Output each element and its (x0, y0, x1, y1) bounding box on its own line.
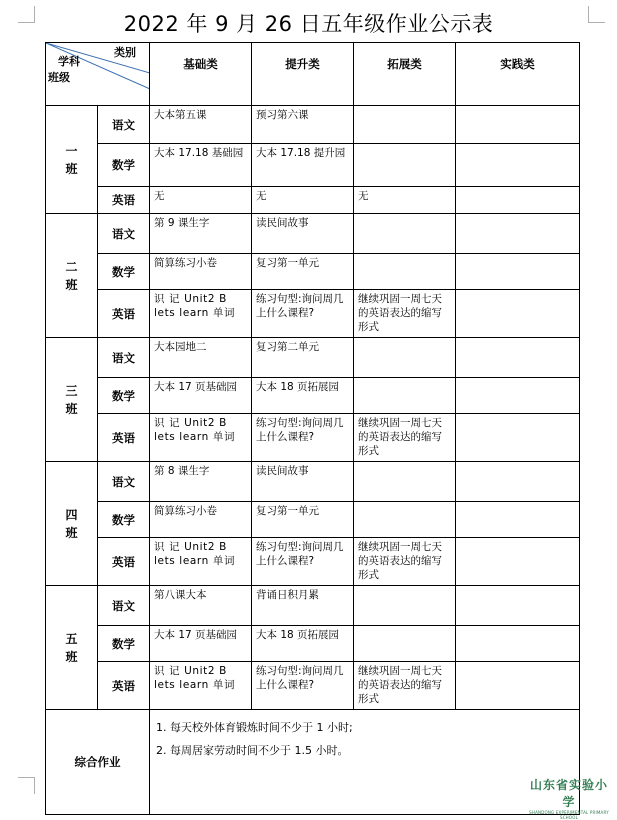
extend-homework-cell: 继续巩固一周七天的英语表达的缩写形式 (354, 538, 456, 586)
extend-homework-cell (354, 502, 456, 538)
practice-homework-cell (456, 254, 580, 290)
diagonal-header-cell (46, 43, 150, 106)
extend-homework-cell (354, 378, 456, 414)
table-row (46, 538, 580, 586)
basic-homework-cell: 大本 17.18 基础园 (150, 144, 252, 187)
subject-cell: 英语 (98, 538, 150, 586)
table-row (46, 462, 580, 502)
page-title: 2022 年 9 月 26 日五年级作业公示表 (123, 12, 494, 36)
table-row (46, 290, 580, 338)
header-practice: 实践类 (456, 43, 580, 106)
advance-homework-cell: 大本 18 页拓展园 (252, 378, 354, 414)
table-row (46, 502, 580, 538)
subject-cell: 数学 (98, 144, 150, 187)
table-row (46, 214, 580, 254)
table-row (46, 338, 580, 378)
subject-cell: 语文 (98, 214, 150, 254)
basic-homework-cell: 第八课大本 (150, 586, 252, 626)
practice-homework-cell (456, 626, 580, 662)
practice-homework-cell (456, 214, 580, 254)
practice-homework-cell (456, 106, 580, 144)
class-name-cell: 一 班 (46, 106, 98, 214)
subject-cell: 英语 (98, 414, 150, 462)
subject-cell: 数学 (98, 626, 150, 662)
table-row (46, 586, 580, 626)
class-name-cell: 三 班 (46, 338, 98, 462)
practice-homework-cell (456, 338, 580, 378)
header-class-label: 班级 (48, 71, 70, 84)
practice-homework-cell (456, 144, 580, 187)
school-logo (526, 776, 612, 820)
advance-homework-cell: 练习句型:询问周几上什么课程? (252, 290, 354, 338)
practice-homework-cell (456, 538, 580, 586)
practice-homework-cell (456, 414, 580, 462)
basic-homework-cell: 无 (150, 187, 252, 214)
advance-homework-cell: 读民间故事 (252, 214, 354, 254)
advance-homework-cell: 大本 17.18 提升园 (252, 144, 354, 187)
table-row (46, 106, 580, 144)
header-advance: 提升类 (252, 43, 354, 106)
practice-homework-cell (456, 586, 580, 626)
table-row (46, 254, 580, 290)
comprehensive-item: 1. 每天校外体育锻炼时间不少于 1 小时; (156, 721, 353, 734)
subject-cell: 数学 (98, 254, 150, 290)
subject-cell: 英语 (98, 187, 150, 214)
class-name-cell: 二 班 (46, 214, 98, 338)
class-name-cell: 四 班 (46, 462, 98, 586)
school-logo-english: SHANDONG EXPERIMENTAL PRIMARY SCHOOL (529, 810, 609, 820)
basic-homework-cell: 识 记 Unit2 B lets learn 单词 (150, 290, 252, 338)
basic-homework-cell: 识 记 Unit2 B lets learn 单词 (150, 414, 252, 462)
extend-homework-cell (354, 626, 456, 662)
practice-homework-cell (456, 290, 580, 338)
extend-homework-cell (354, 586, 456, 626)
comprehensive-label: 综合作业 (46, 710, 150, 815)
advance-homework-cell: 背诵日积月累 (252, 586, 354, 626)
extend-homework-cell (354, 144, 456, 187)
practice-homework-cell (456, 187, 580, 214)
class-name-cell: 五 班 (46, 586, 98, 710)
subject-cell: 数学 (98, 502, 150, 538)
extend-homework-cell (354, 338, 456, 378)
basic-homework-cell: 大本第五课 (150, 106, 252, 144)
subject-cell: 数学 (98, 378, 150, 414)
basic-homework-cell: 识 记 Unit2 B lets learn 单词 (150, 662, 252, 710)
table-row (46, 662, 580, 710)
basic-homework-cell: 简算练习小卷 (150, 502, 252, 538)
extend-homework-cell: 继续巩固一周七天的英语表达的缩写形式 (354, 414, 456, 462)
advance-homework-cell: 练习句型:询问周几上什么课程? (252, 414, 354, 462)
basic-homework-cell: 第 8 课生字 (150, 462, 252, 502)
extend-homework-cell: 继续巩固一周七天的英语表达的缩写形式 (354, 662, 456, 710)
advance-homework-cell: 大本 18 页拓展园 (252, 626, 354, 662)
practice-homework-cell (456, 462, 580, 502)
basic-homework-cell: 大本园地二 (150, 338, 252, 378)
advance-homework-cell: 无 (252, 187, 354, 214)
advance-homework-cell: 复习第二单元 (252, 338, 354, 378)
table-row (46, 187, 580, 214)
table-row (46, 378, 580, 414)
homework-table (45, 42, 580, 815)
header-subject-label: 学科 (58, 55, 80, 68)
subject-cell: 英语 (98, 662, 150, 710)
practice-homework-cell (456, 502, 580, 538)
basic-homework-cell: 大本 17 页基础园 (150, 378, 252, 414)
extend-homework-cell: 无 (354, 187, 456, 214)
advance-homework-cell: 复习第一单元 (252, 502, 354, 538)
extend-homework-cell: 继续巩固一周七天的英语表达的缩写形式 (354, 290, 456, 338)
advance-homework-cell: 预习第六课 (252, 106, 354, 144)
advance-homework-cell: 练习句型:询问周几上什么课程? (252, 662, 354, 710)
comprehensive-item: 2. 每周居家劳动时间不少于 1.5 小时。 (156, 744, 349, 757)
basic-homework-cell: 第 9 课生字 (150, 214, 252, 254)
table-row (46, 144, 580, 187)
subject-cell: 语文 (98, 106, 150, 144)
header-category-label: 类别 (114, 46, 136, 59)
school-logo-name: 山东省实验小学 (529, 778, 608, 809)
basic-homework-cell: 简算练习小卷 (150, 254, 252, 290)
advance-homework-cell: 练习句型:询问周几上什么课程? (252, 538, 354, 586)
subject-cell: 语文 (98, 338, 150, 378)
advance-homework-cell: 读民间故事 (252, 462, 354, 502)
header-row (46, 43, 580, 106)
basic-homework-cell: 大本 17 页基础园 (150, 626, 252, 662)
comprehensive-row (46, 710, 580, 815)
extend-homework-cell (354, 106, 456, 144)
crop-mark-bottom-left (18, 777, 35, 794)
extend-homework-cell (354, 254, 456, 290)
header-extend: 拓展类 (354, 43, 456, 106)
advance-homework-cell: 复习第一单元 (252, 254, 354, 290)
practice-homework-cell (456, 378, 580, 414)
extend-homework-cell (354, 462, 456, 502)
subject-cell: 语文 (98, 586, 150, 626)
header-basic: 基础类 (150, 43, 252, 106)
practice-homework-cell (456, 662, 580, 710)
extend-homework-cell (354, 214, 456, 254)
basic-homework-cell: 识 记 Unit2 B lets learn 单词 (150, 538, 252, 586)
table-row (46, 414, 580, 462)
comprehensive-items (150, 710, 580, 815)
table-row (46, 626, 580, 662)
subject-cell: 语文 (98, 462, 150, 502)
subject-cell: 英语 (98, 290, 150, 338)
